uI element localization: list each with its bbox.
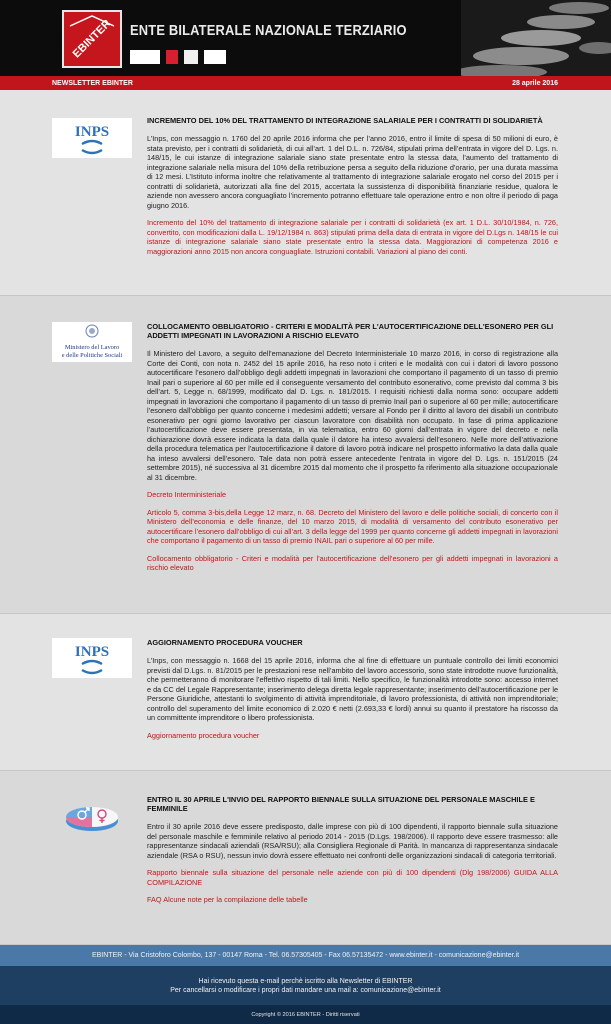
partner-logo-4[interactable] [204,50,226,64]
partner-logo-1[interactable] [130,50,160,64]
article-content [147,116,558,264]
svg-text:e delle Politiche Sociali: e delle Politiche Sociali [61,352,123,359]
article-body: L’Inps, con messaggio n. 1668 del 15 aprile 2016, informa che al fine di effettuare un puntuale controllo dei limiti economici previsti dal D.Lgs. n. 81/2015 per le prestazioni rese nell’ambito del lavoro accessorio, sono state introdotte nuove funzionalità, che permetteranno di monitorare l’effettivo rispetto di tali limiti. Nello specifico, le funzionalità introdotte sono: accesso internet e da CC del Legale Rappresentante; inserimento delega diretta legale rappresentante; inserimento dell’autocertificazione per le Persone Giuridiche, attestanti lo svolgimento di attività imprenditoriale, di lavoro professionista, di attività non imprenditoriale; controllo del superamento del limite economico di 2.020 € netti (2.693,33 € lordi) annui su quanto il prestatore ha riscosso da un committente imprenditore o libero professionista. [147,656,558,723]
article-body: Il Ministero del Lavoro, a seguito dell’emanazione del Decreto Interministeriale 10 marzo 2016, in corso di registrazione alla Corte dei Conti, con nota n. 2452 del 15 aprile 2016, ha reso noto i criteri e le modalità con cui i datori di lavoro possono autocertificare l’esonero dall’obbligo degli addetti impegnati in lavorazioni che comportano il pagamento di un tasso di premio Inail pari o superiore al 60 per mille ed il conseguente versamento del contributo esonerativo, come previsto dal comma 3 bis dell’art. 5, Legge n. 68/1999, modificato dal D. Lgs. n. 181/2015. I requisiti richiesti dalla norma sono: occupare addetti impegnati in lavorazioni che comportano il pagamento di un tasso di premio Inail pari o superiore al 60 per mille; autocertificare l’esonero dall’obbligo per quanto concerne i medesimi addetti; versare al Fondo per il diritto al lavoro dei disabili un contributo esonerativo per ogni giorno lavorativo per ciascun lavoratore con disabilità non occupato. In fase di prima applicazione l’autocertificazione deve essere presentata, in via telematica, entro 60 giorni dall’entrata in vigore del decreto e nella dichiarazione dovrà essere indicata la data dalla quale il datore ha inteso avvalersi dell’esonero. Nelle more dell’attivazione della procedura telematica per l’autocertificazione il datore di lavoro potrà indicare nel prospetto informativo la data dalla quale ha inteso avvalersi dell’esonero. Tale data non potrà essere antecedente l’entrata in vigore del D. Lgs. n. 151/2015 (24 settembre 2015), né successiva al 31 dicembre 2015 dal momento che il prospetto fa riferimento alla situazione occupazionale al 31 dicembre. [147,349,558,482]
article-link[interactable]: FAQ Alcune note per la compilazione delle tabelle [147,895,308,905]
footer-notice-line-1: Hai ricevuto questa e-mail perchè iscritto alla Newsletter di EBINTER [198,977,413,985]
newsletter-bar [0,76,611,90]
stones-image [461,0,611,76]
article-body: L’Inps, con messaggio n. 1760 del 20 aprile 2016 informa che per l’anno 2016, entro il limite di spesa di 50 milioni di euro, è stata previsto, per i contratti di solidarietà, di cui all’art. 1 del D.L. n. 726/84, stipulati prima dell’entrata in vigore del D. Lgs. n. 148/15, le cui istanze di integrazione salariale siano state presentate entro la stessa data, l’aumento del trattamento di integrazione salariale nella misura del 10% della retribuzione persa a seguito della riduzione d’orario, per una durata massima di 12 mesi. L’Istituto informa inoltre che relativamente al trattamento di integrazione salariale erogato nel corso del 2015 per i contratti di solidarietà, autorizzati alla fine del 2015, accertata la sussistenza di disponibilità finanziarie residue, qualora le aziende non avessero ancora conguagliato l’incremento potranno effettuare tale operazione entro e non oltre il periodo di paga giugno 2016. [147,134,558,210]
article-link[interactable]: Aggiornamento procedura voucher [147,730,260,740]
partner-logos [130,50,226,64]
article-voucher [0,614,611,771]
partner-logo-3[interactable] [184,50,198,64]
partner-logo-2[interactable] [166,50,178,64]
article-title: INCREMENTO DEL 10% DEL TRATTAMENTO DI INTEGRAZIONE SALARIALE PER I CONTRATTI DI SOLIDARIETÀ [147,116,543,125]
article-link[interactable]: Rapporto biennale sulla situazione del personale nelle aziende con più di 100 dipendenti (Dlg 198/2006) GUIDA ALLA COMPILAZIONE [147,868,558,887]
article-content [147,795,558,913]
article-link[interactable]: Decreto Interministeriale [147,490,227,500]
svg-text:INPS: INPS [74,644,110,660]
article-inps-solidarieta [0,90,611,296]
inps-logo-icon [52,118,132,158]
brand-title: ENTE BILATERALE NAZIONALE TERZIARIO [130,22,407,39]
copyright-text: Copyright © 2016 EBINTER - Diritti riservati [251,1011,360,1018]
article-link[interactable]: Articolo 5, comma 3-bis,della Legge 12 marz, n. 68. Decreto del Ministero del lavoro e delle politiche sociali, di concerto con il Ministero dell’economia e delle finanze, del 10 marzo 2015, di modalità di versamento del contributo esonerativo per autocertificare l’esonero dall’obbligo di cui all’art. 3 della legge del 1999 per quanto concerne gli addetti impegnati in lavorazioni che comportano il pagamento di un tasso di premio INAIL pari o superiore al 60 per mille. [147,507,558,546]
footer-address [0,945,611,966]
article-title: ENTRO IL 30 APRILE L'INVIO DEL RAPPORTO BIENNALE SULLA SITUAZIONE DEL PERSONALE MASCHILE E FEMMINILE [147,795,535,814]
article-title: AGGIORNAMENTO PROCEDURA VOUCHER [147,638,303,647]
ebinter-logo[interactable] [62,10,122,68]
svg-text:EBINTER: EBINTER [70,17,114,61]
article-collocamento [0,296,611,614]
article-rapporto-biennale [0,771,611,945]
footer-notice [0,966,611,1005]
svg-text:INPS: INPS [74,124,110,140]
header-banner [0,0,611,76]
svg-text:Ministero del Lavoro: Ministero del Lavoro [64,344,120,351]
footer-address-text[interactable]: EBINTER - Via Cristoforo Colombo, 137 - 00147 Roma - Tel. 06.57305405 - Fax 06.57135472 - www.ebinter.it - comunicazione@ebinter.it [91,952,520,959]
article-body: Entro il 30 aprile 2016 deve essere predisposto, dalle imprese con più di 100 dipendenti, il rapporto biennale sulla situazione del personale maschile e femminile relativo al periodo 2014 - 2015 (D.Lgs. 198/2006). Il rapporto deve essere trasmesso: alle rappresentanze sindacali aziendali (RSA/RSU); alla Consigliera Regionale di Parità. In mancanza di rappresentanza sindacale aziendale (RSA o RSU), nessun invio dovrà essere effettuato nei confronti delle organizzazioni sindacali di categoria territoriali. [147,822,558,860]
article-content [147,322,558,581]
article-title: COLLOCAMENTO OBBLIGATORIO - CRITERI E MODALITÀ PER L'AUTOCERTIFICAZIONE DELL'ESONERO PER GLI ADDETTI IMPEGNATI IN LAVORAZIONI A RISCHIO ELEVATO [147,322,554,341]
footer-copyright [0,1005,611,1024]
article-link[interactable]: Collocamento obbligatorio - Criteri e modalità per l'autocertificazione dell'esonero per gli addetti impegnati in lavorazioni a rischio elevato [147,553,558,573]
footer-notice-line-2[interactable]: Per cancellarsi o modificare i propri dati mandare una mail a: comunicazione@ebinter.it [170,986,441,994]
newsletter-date: 28 aprile 2016 [512,79,558,87]
article-content [147,638,558,748]
gender-symbols-icon [52,795,132,835]
ministero-lavoro-logo-icon [52,322,132,362]
newsletter-label: NEWSLETTER EBINTER [52,79,133,87]
inps-logo-icon [52,638,132,678]
article-link[interactable]: Incremento del 10% del trattamento di integrazione salariale per i contratti di solidarietà (ex art. 1 D.L. 30/10/1984, n. 726, convertito, con modificazioni dalla L. 19/12/1984 n. 863) stipulati prima della data di entrata in vigore del D.Lgs n. 148/15 le cui istanze di integrazione salariale siano state presentate entro la stessa data. Maggiorazioni di competenza 2016 e maggiorazioni anno 2015 non ancora conguagliate. Istruzioni contabili. Variazioni al piano dei conti. [147,218,558,256]
